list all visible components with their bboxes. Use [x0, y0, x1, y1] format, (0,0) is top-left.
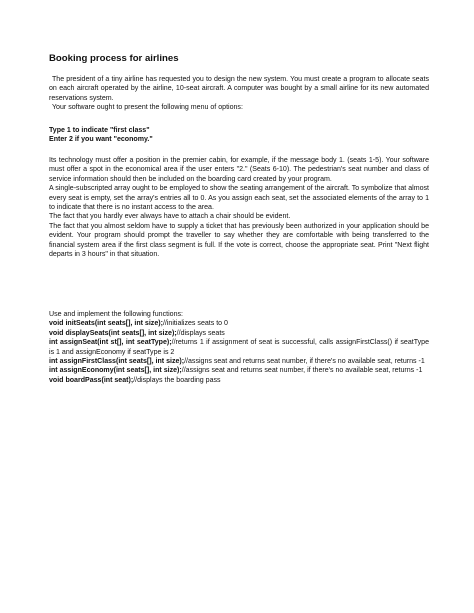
- functions-intro: Use and implement the following functions:: [49, 311, 183, 318]
- details-paragraph: The fact that you almost seldom have to supply a ticket that has previously been authorized in your application should be evident. Your program should prompt the traveller to say whether they are comfortable with being transferred to the financial system area if the first class segment is full. If the vote is correct, choose the appropriate seat. Print "Next flight departs in 3 hours" in that situation.: [49, 222, 429, 259]
- function-comment: //displays seats: [176, 329, 225, 337]
- function-signature: int assignFirstClass(int seats[], int size);: [49, 358, 185, 366]
- details-paragraph: A single-subscripted array ought to be employed to show the seating arrangement of the aircraft. To symbolize that almost every seat is empty, set the array's entries all to 0. As you assign each seat, set the associated elements of the array to 1 to indicate that there is no instant access to the area.: [49, 185, 429, 212]
- function-item: [49, 338, 429, 357]
- function-comment: //initializes seats to 0: [162, 320, 228, 328]
- function-item: [49, 329, 429, 338]
- function-comment: //assigns seat and returns seat number, if there's no available seat, returns -1: [184, 358, 425, 366]
- menu-options: [49, 126, 429, 145]
- menu-option-economy: Enter 2 if you want "economy.": [49, 136, 153, 144]
- function-comment: //displays the boarding pass: [133, 376, 221, 384]
- details-section: [49, 156, 429, 259]
- details-paragraph: The fact that you hardly ever always have to attach a chair should be evident.: [49, 213, 291, 221]
- intro-menu-lead: Your software ought to present the following menu of options:: [52, 104, 243, 112]
- details-paragraph: Its technology must offer a position in the premier cabin, for example, if the message body 1. (seats 1-5). Your software must offer a spot in the economical area if the user enters "2." (Seats 6-10). The pedestrian's seat number and class of service information should then be included on the boarding card created by your program.: [49, 157, 429, 183]
- function-signature: void displaySeats(int seats[], int size);: [49, 329, 177, 337]
- function-comment: //returns 1 if assignment of seat is successful, calls assignFirstClass() if seatType is 1 and assignEconomy if seatType is 2: [49, 339, 430, 356]
- document-title: Booking process for airlines: [49, 53, 179, 64]
- function-item: [49, 366, 429, 375]
- function-comment: //assigns seat and returns seat number, if there's no available seat, returns -1: [181, 367, 423, 375]
- intro-section: [49, 75, 429, 113]
- functions-section: [49, 310, 429, 385]
- function-signature: int assignEconomy(int seats[], int size);: [49, 367, 182, 375]
- function-signature: void boardPass(int seat);: [49, 376, 134, 384]
- function-item: [49, 319, 429, 328]
- function-signature: int assignSeat(int st[], int seatType);: [49, 339, 172, 347]
- intro-paragraph: The president of a tiny airline has requested you to design the new system. You must create a program to allocate seats on each aircraft operated by the airline, 10-seat aircraft. A computer was bought by a small airline for its new automated reservations system.: [49, 76, 429, 102]
- function-signature: void initSeats(int seats[], int size);: [49, 320, 163, 328]
- function-item: [49, 376, 429, 385]
- function-item: [49, 357, 429, 366]
- menu-option-first-class: Type 1 to indicate "first class": [49, 127, 150, 134]
